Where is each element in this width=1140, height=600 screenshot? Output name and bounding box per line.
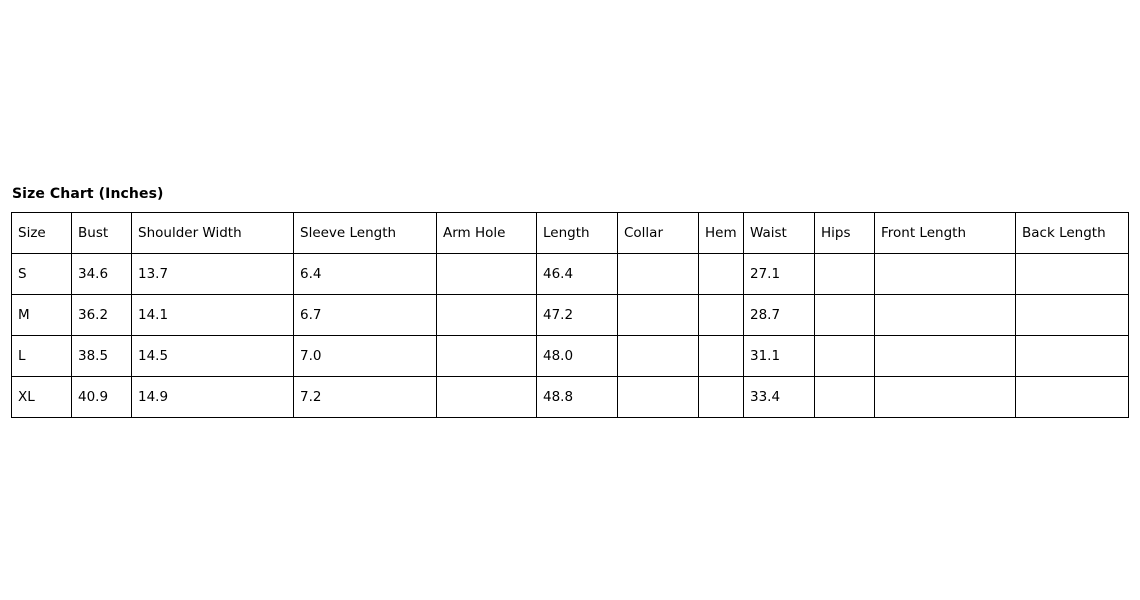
column-header-shoulder-width: Shoulder Width xyxy=(132,213,294,254)
column-header-sleeve-length: Sleeve Length xyxy=(294,213,437,254)
cell-back-length xyxy=(1016,336,1129,377)
cell-front-length xyxy=(875,254,1016,295)
cell-arm-hole xyxy=(437,336,537,377)
cell-shoulder-width: 14.5 xyxy=(132,336,294,377)
page-title: Size Chart (Inches) xyxy=(12,186,164,202)
column-header-hips: Hips xyxy=(815,213,875,254)
cell-waist: 28.7 xyxy=(744,295,815,336)
cell-back-length xyxy=(1016,377,1129,418)
cell-sleeve-length: 7.2 xyxy=(294,377,437,418)
cell-back-length xyxy=(1016,254,1129,295)
cell-collar xyxy=(618,254,699,295)
cell-sleeve-length: 6.7 xyxy=(294,295,437,336)
cell-size: XL xyxy=(12,377,72,418)
table-row xyxy=(12,254,1129,295)
column-header-waist: Waist xyxy=(744,213,815,254)
table-row xyxy=(12,295,1129,336)
cell-length: 47.2 xyxy=(537,295,618,336)
column-header-back-length: Back Length xyxy=(1016,213,1129,254)
table-row xyxy=(12,336,1129,377)
cell-sleeve-length: 6.4 xyxy=(294,254,437,295)
cell-collar xyxy=(618,295,699,336)
cell-hem xyxy=(699,295,744,336)
cell-hips xyxy=(815,336,875,377)
column-header-front-length: Front Length xyxy=(875,213,1016,254)
cell-back-length xyxy=(1016,295,1129,336)
cell-waist: 31.1 xyxy=(744,336,815,377)
cell-front-length xyxy=(875,377,1016,418)
size-chart-table xyxy=(11,212,1129,418)
cell-arm-hole xyxy=(437,377,537,418)
cell-hips xyxy=(815,254,875,295)
cell-size: M xyxy=(12,295,72,336)
cell-size: S xyxy=(12,254,72,295)
cell-length: 48.0 xyxy=(537,336,618,377)
column-header-arm-hole: Arm Hole xyxy=(437,213,537,254)
cell-length: 46.4 xyxy=(537,254,618,295)
cell-length: 48.8 xyxy=(537,377,618,418)
cell-hips xyxy=(815,377,875,418)
cell-arm-hole xyxy=(437,254,537,295)
cell-front-length xyxy=(875,295,1016,336)
table-row xyxy=(12,377,1129,418)
cell-shoulder-width: 14.1 xyxy=(132,295,294,336)
column-header-hem: Hem xyxy=(699,213,744,254)
column-header-bust: Bust xyxy=(72,213,132,254)
table-header-row xyxy=(12,213,1129,254)
cell-collar xyxy=(618,336,699,377)
cell-waist: 27.1 xyxy=(744,254,815,295)
cell-bust: 40.9 xyxy=(72,377,132,418)
cell-hips xyxy=(815,295,875,336)
cell-hem xyxy=(699,336,744,377)
cell-front-length xyxy=(875,336,1016,377)
column-header-collar: Collar xyxy=(618,213,699,254)
cell-collar xyxy=(618,377,699,418)
cell-bust: 34.6 xyxy=(72,254,132,295)
cell-hem xyxy=(699,254,744,295)
cell-waist: 33.4 xyxy=(744,377,815,418)
cell-shoulder-width: 14.9 xyxy=(132,377,294,418)
cell-hem xyxy=(699,377,744,418)
cell-arm-hole xyxy=(437,295,537,336)
column-header-size: Size xyxy=(12,213,72,254)
cell-size: L xyxy=(12,336,72,377)
column-header-length: Length xyxy=(537,213,618,254)
cell-sleeve-length: 7.0 xyxy=(294,336,437,377)
cell-bust: 36.2 xyxy=(72,295,132,336)
cell-bust: 38.5 xyxy=(72,336,132,377)
cell-shoulder-width: 13.7 xyxy=(132,254,294,295)
